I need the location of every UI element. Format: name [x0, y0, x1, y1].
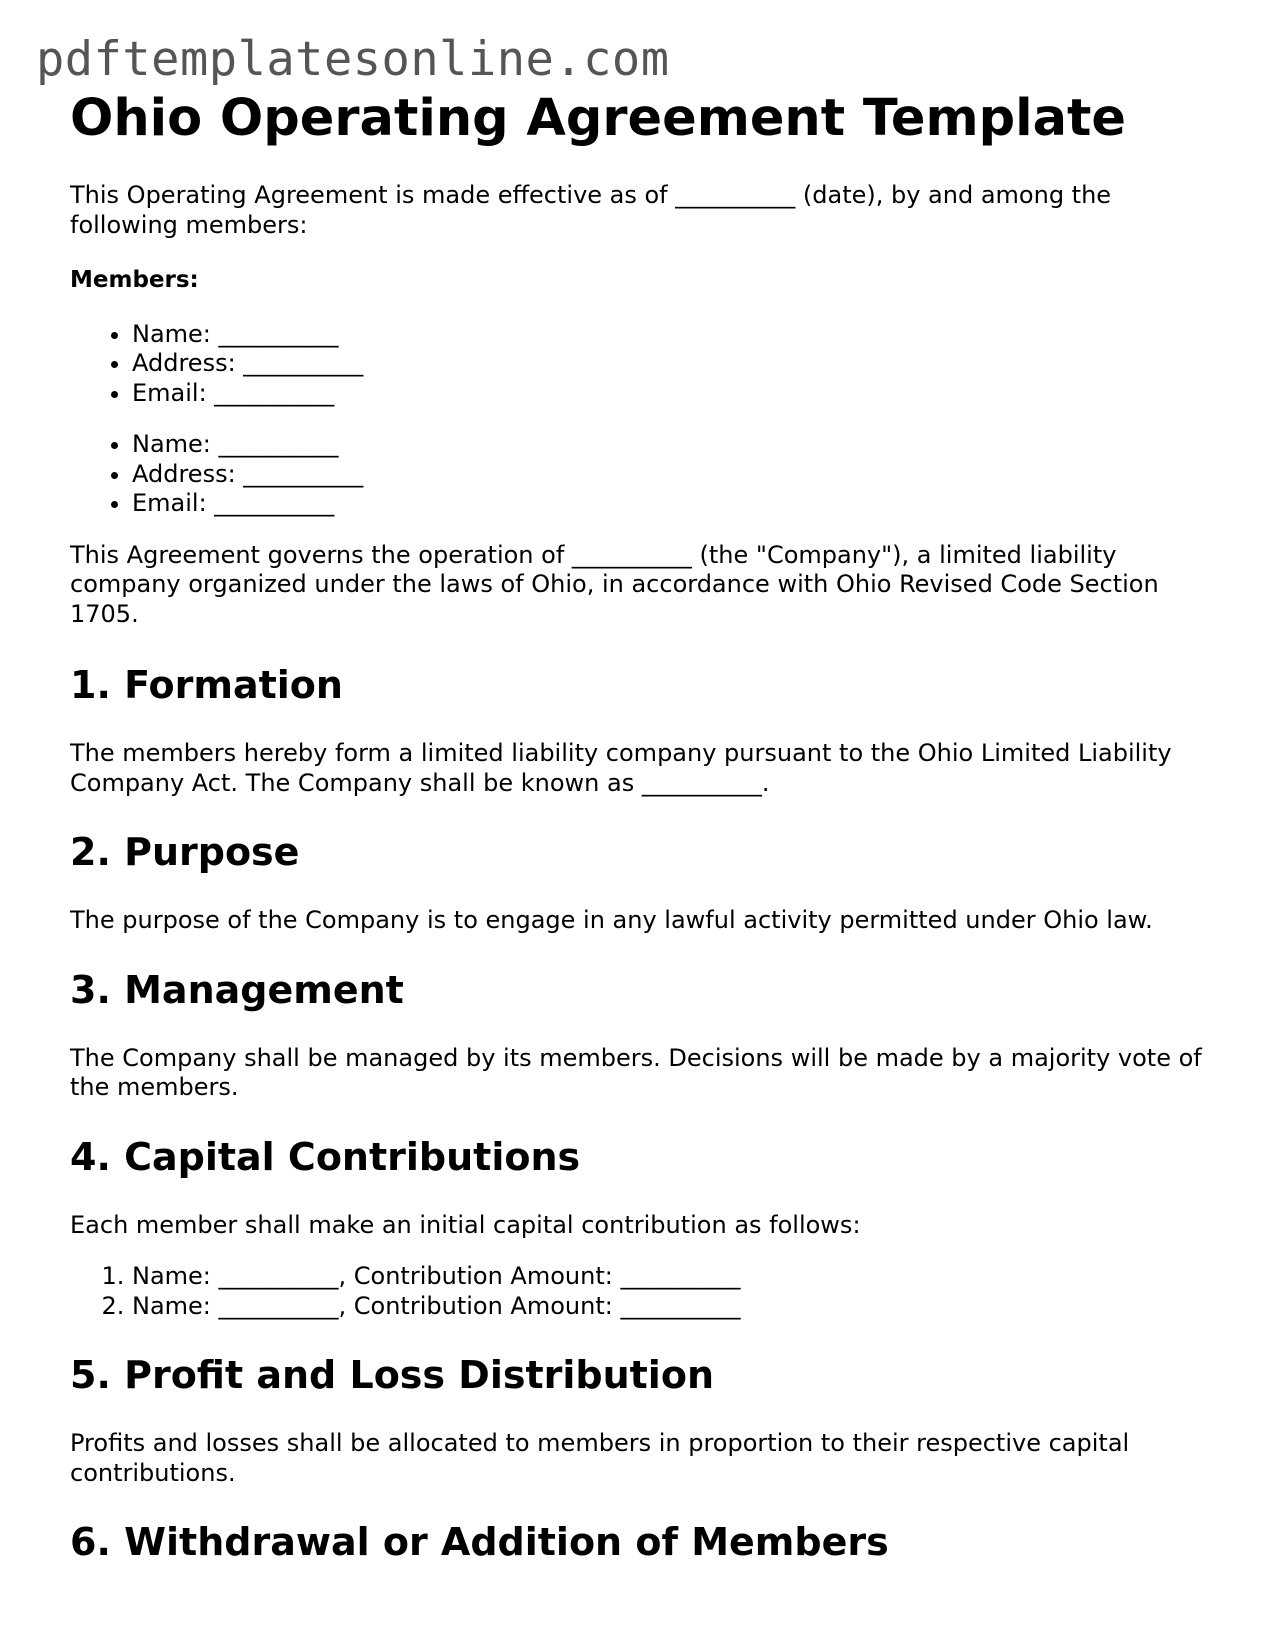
- document-page: [70, 88, 1210, 1565]
- section-heading-purpose: 2. Purpose: [70, 830, 300, 874]
- section-text-purpose: The purpose of the Company is to engage in any lawful activity permitted under Ohio law.: [70, 906, 1153, 934]
- member-list-2: [70, 430, 1210, 519]
- section-text-profit-loss: Profits and losses shall be allocated to members in proportion to their respective capital contributions.: [70, 1429, 1130, 1487]
- section-text-management: The Company shall be managed by its members. Decisions will be made by a majority vote of the members.: [70, 1043, 1202, 1101]
- member-1-address: • Address: __________: [132, 349, 1210, 379]
- section-text-formation: The members hereby form a limited liability company pursuant to the Ohio Limited Liability Company Act. The Company shall be known as __________.: [70, 739, 1172, 797]
- intro-paragraph: This Operating Agreement is made effective as of __________ (date), by and among the following members:: [70, 181, 1112, 239]
- member-2-address: • Address: __________: [132, 460, 1210, 490]
- member-1-name: • Name: __________: [132, 320, 1210, 350]
- contribution-item-1: 1. Name: __________, Contribution Amount: __________: [132, 1262, 1210, 1292]
- member-2-email: • Email: __________: [132, 489, 1210, 519]
- governs-paragraph: This Agreement governs the operation of __________ (the "Company"), a limited liability company organized under the laws of Ohio, in accordance with Ohio Revised Code Section 1705.: [70, 540, 1159, 628]
- watermark: pdftemplatesonline.com: [36, 32, 670, 87]
- contribution-list: [70, 1262, 1210, 1321]
- member-2-name: • Name: __________: [132, 430, 1210, 460]
- section-heading-withdrawal: 6. Withdrawal or Addition of Members: [70, 1520, 889, 1564]
- members-label: Members:: [70, 267, 199, 293]
- document-title: Ohio Operating Agreement Template: [70, 89, 1126, 148]
- section-heading-capital: 4. Capital Contributions: [70, 1134, 581, 1179]
- contribution-item-2: 2. Name: __________, Contribution Amount: __________: [132, 1292, 1210, 1322]
- member-list-1: [70, 320, 1210, 409]
- section-text-capital: Each member shall make an initial capital contribution as follows:: [70, 1210, 861, 1239]
- section-heading-profit-loss: 5. Profit and Loss Distribution: [70, 1353, 714, 1397]
- section-heading-management: 3. Management: [70, 967, 404, 1012]
- section-heading-formation: 1. Formation: [70, 663, 343, 707]
- member-1-email: • Email: __________: [132, 379, 1210, 409]
